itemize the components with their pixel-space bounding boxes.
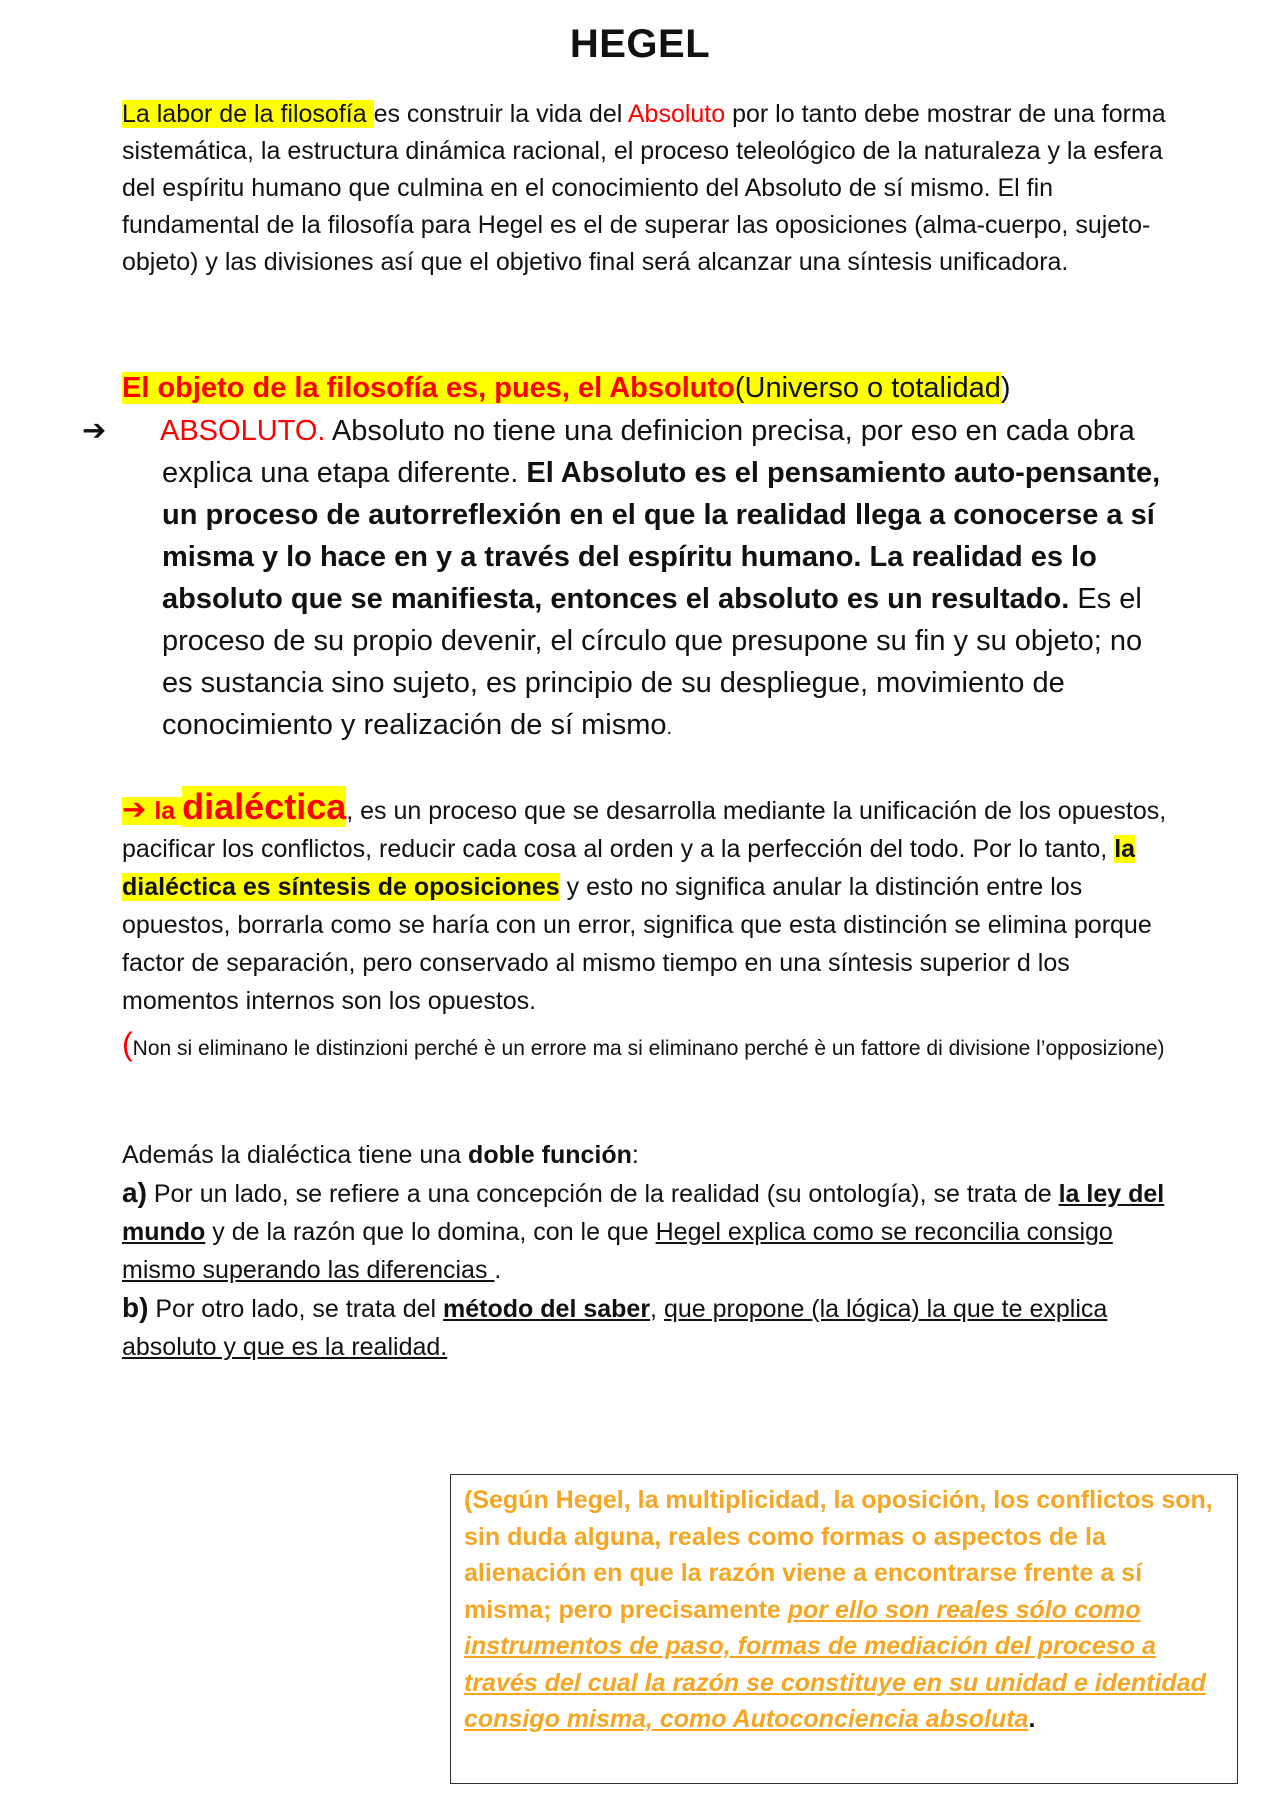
doble-funcion-section bbox=[122, 1136, 1182, 1366]
quote-box-text: (Según Hegel, la multiplicidad, la oposición, los conflictos son, sin duda alguna, reales como formas o aspectos de la alienación en que la razón viene a encontrarse frente a sí misma; pero precisamente por ello son reales sólo como instrumentos de paso, formas de mediación del proceso a través del cual la razón se constituye en su unidad e identidad consigo misma, como Autoconciencia absoluta. bbox=[464, 1486, 1213, 1733]
absoluto-period: . bbox=[666, 717, 673, 739]
page-title: HEGEL bbox=[569, 22, 711, 66]
dialectica-la: la bbox=[154, 797, 183, 825]
intro-paragraph bbox=[122, 96, 1172, 281]
dialectica-text-2: y esto no significa anular la distinción entre los opuestos, borrarla como se haría con un error, significa que esta distinción se elimina porque factor de separación, pero conservado al mismo tiempo en una síntesis superior d los momentos internos son los opuestos. bbox=[122, 873, 1152, 1015]
absoluto-label: ABSOLUTO. bbox=[160, 415, 326, 447]
intro-text-1: es construir la vida del bbox=[373, 100, 628, 128]
dialectica-highlight: la dialéctica es síntesis de oposiciones bbox=[122, 835, 1136, 901]
intro-absoluto: Absoluto bbox=[627, 100, 726, 128]
dialectica-paragraph bbox=[122, 788, 1182, 1020]
ley-del-mundo: la ley del mundo bbox=[122, 1180, 1165, 1246]
item-b-letter: b) bbox=[122, 1292, 149, 1323]
hegel-explica: Hegel explica como se reconcilia consigo mismo superando las diferencias bbox=[122, 1218, 1113, 1284]
italian-note bbox=[122, 1026, 1182, 1067]
absoluto-text-2: Es el proceso de su propio devenir, el círculo que presupone su fin y su objeto; no es sustancia sino sujeto, es principio de su despliegue, movimiento de conocimiento y realización de sí mismo bbox=[162, 583, 1143, 741]
red-arrow-icon: ➔ bbox=[122, 794, 155, 826]
que-propone: que propone (la lógica) la que te explica absoluto y que es la realidad. bbox=[122, 1295, 1108, 1361]
absoluto-text-1: Absoluto no tiene una definicion precisa, por eso en cada obra explica una etapa diferente. bbox=[162, 415, 1135, 489]
objeto-bold: El objeto de la filosofía es, pues, el Absoluto bbox=[122, 372, 735, 404]
objeto-close: ) bbox=[1000, 372, 1011, 404]
note-text: Non si eliminano le distinzioni perché è un errore ma si eliminano perché è un fattore di divisione l’opposizione) bbox=[132, 1037, 1165, 1060]
arrow-icon: ➔ bbox=[82, 415, 107, 447]
objeto-rest: (Universo o totalidad bbox=[734, 372, 1001, 404]
intro-text-2: por lo tanto debe mostrar de una forma sistemática, la estructura dinámica racional, el proceso teleológico de la naturaleza y la esfera del espíritu humano que culmina en el conocimiento del Absoluto de sí mismo. El fin fundamental de la filosofía para Hegel es el de superar las oposiciones (alma-cuerpo, sujeto-objeto) y las divisiones así que el objetivo final será alcanzar una síntesis unificadora. bbox=[122, 100, 1166, 276]
note-paren: ( bbox=[122, 1026, 133, 1062]
objeto-heading bbox=[122, 368, 1172, 408]
intro-highlight: La labor de la filosofía bbox=[122, 100, 374, 128]
doble-bold: doble función bbox=[468, 1141, 632, 1169]
quote-underlined: por ello son reales sólo como instrumentos de paso, formas de mediación del proceso a través del cual la razón se constituye en su unidad e identidad consigo misma, como Autoconciencia absoluta bbox=[464, 1595, 1206, 1733]
dialectica-word: dialéctica bbox=[182, 786, 347, 827]
dialectica-text-1: , es un proceso que se desarrolla mediante la unificación de los opuestos, pacificar los conflictos, reducir cada cosa al orden y a la perfección del todo. Por lo tanto, bbox=[122, 797, 1167, 863]
absoluto-bold: El Absoluto es el pensamiento auto-pensante, un proceso de autorreflexión en el que la realidad llega a conocerse a sí misma y lo hace en y a través del espíritu humano. La realidad es lo absoluto que se manifiesta, entonces el absoluto es un resultado. bbox=[162, 457, 1161, 615]
metodo-del-saber: método del saber bbox=[443, 1295, 651, 1323]
item-a-letter: a) bbox=[122, 1177, 147, 1208]
absoluto-section bbox=[82, 410, 1172, 749]
doble-item-a: a) Por un lado, se refiere a una concepción de la realidad (su ontología), se trata de la ley del mundo y de la razón que lo domina, con le que Hegel explica como se reconcilia consigo mismo superando las diferencias . bbox=[122, 1177, 1165, 1284]
doble-intro: Además la dialéctica tiene una doble función: bbox=[122, 1141, 639, 1169]
doble-item-b: b) Por otro lado, se trata del método del saber, que propone (la lógica) la que te explica absoluto y que es la realidad. bbox=[122, 1292, 1108, 1361]
quote-tail: . bbox=[1028, 1705, 1036, 1733]
